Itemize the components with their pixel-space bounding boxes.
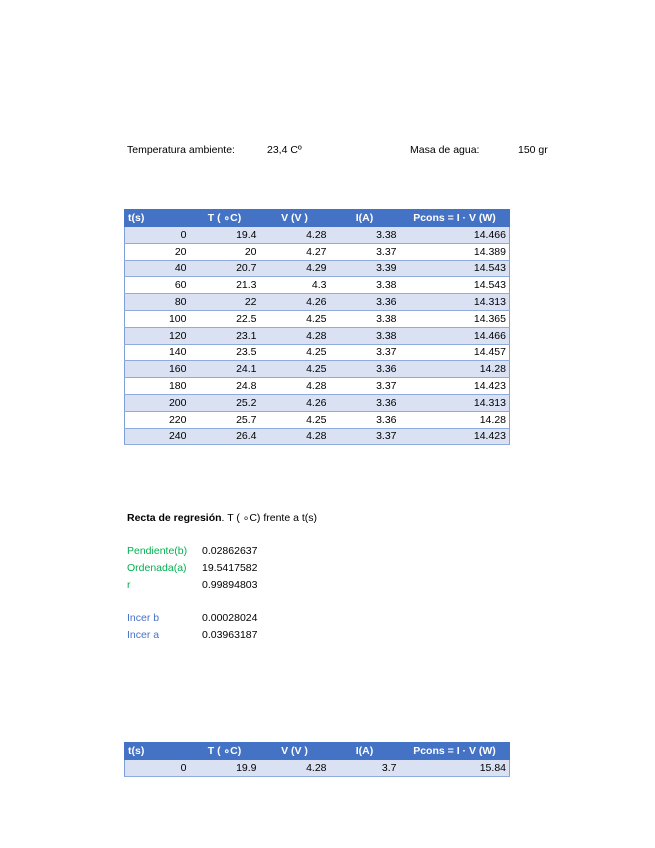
cell-temperature: 19.9 bbox=[190, 760, 260, 777]
table-row bbox=[125, 760, 510, 777]
cell-time: 180 bbox=[125, 378, 190, 395]
cell-current: 3.37 bbox=[330, 378, 400, 395]
cell-temperature: 22.5 bbox=[190, 310, 260, 327]
cell-temperature: 24.8 bbox=[190, 378, 260, 395]
header-time: t(s) bbox=[125, 743, 190, 760]
cell-voltage: 4.3 bbox=[260, 277, 330, 294]
header-current: I(A) bbox=[330, 210, 400, 227]
header-time: t(s) bbox=[125, 210, 190, 227]
cell-power: 14.423 bbox=[400, 378, 510, 395]
cell-power: 14.423 bbox=[400, 428, 510, 445]
cell-temperature: 25.7 bbox=[190, 411, 260, 428]
measurement-table bbox=[124, 209, 510, 445]
cell-temperature: 25.2 bbox=[190, 394, 260, 411]
table-row bbox=[125, 394, 510, 411]
cell-time: 20 bbox=[125, 243, 190, 260]
cell-power: 14.466 bbox=[400, 227, 510, 244]
cell-temperature: 24.1 bbox=[190, 361, 260, 378]
table-row bbox=[125, 310, 510, 327]
pendiente-value: 0.02862637 bbox=[202, 545, 258, 557]
incer-b-label: Incer b bbox=[127, 612, 160, 624]
incer-a-value: 0.03963187 bbox=[202, 629, 258, 641]
regression-title bbox=[127, 512, 317, 524]
cell-current: 3.36 bbox=[330, 361, 400, 378]
cell-power: 14.457 bbox=[400, 344, 510, 361]
cell-power: 14.313 bbox=[400, 394, 510, 411]
cell-time: 120 bbox=[125, 327, 190, 344]
cell-current: 3.36 bbox=[330, 411, 400, 428]
cell-temperature: 23.5 bbox=[190, 344, 260, 361]
pendiente-label: Pendiente(b) bbox=[127, 545, 188, 557]
cell-voltage: 4.28 bbox=[260, 227, 330, 244]
cell-voltage: 4.27 bbox=[260, 243, 330, 260]
header-voltage: V (V ) bbox=[260, 210, 330, 227]
cell-voltage: 4.25 bbox=[260, 361, 330, 378]
cell-current: 3.38 bbox=[330, 277, 400, 294]
cell-current: 3.37 bbox=[330, 243, 400, 260]
cell-voltage: 4.28 bbox=[260, 378, 330, 395]
cell-power: 14.543 bbox=[400, 260, 510, 277]
temp-ambiente-value: 23,4 Cº bbox=[267, 144, 302, 156]
ordenada-value: 19.5417582 bbox=[202, 562, 258, 574]
regression-title-rest: . T ( ∘C) frente a t(s) bbox=[221, 512, 318, 524]
cell-voltage: 4.25 bbox=[260, 310, 330, 327]
regression-title-bold: Recta de regresión bbox=[127, 512, 222, 524]
table-row bbox=[125, 243, 510, 260]
incer-a-row bbox=[127, 629, 257, 641]
table-row bbox=[125, 327, 510, 344]
cell-current: 3.37 bbox=[330, 428, 400, 445]
cell-current: 3.36 bbox=[330, 294, 400, 311]
cell-time: 140 bbox=[125, 344, 190, 361]
cell-current: 3.7 bbox=[330, 760, 400, 777]
table-row bbox=[125, 361, 510, 378]
cell-time: 160 bbox=[125, 361, 190, 378]
cell-temperature: 22 bbox=[190, 294, 260, 311]
r-row bbox=[127, 579, 257, 591]
ordenada-row bbox=[127, 562, 257, 574]
cell-current: 3.38 bbox=[330, 227, 400, 244]
cell-power: 14.365 bbox=[400, 310, 510, 327]
cell-current: 3.38 bbox=[330, 310, 400, 327]
incer-b-row bbox=[127, 612, 257, 624]
cell-temperature: 19.4 bbox=[190, 227, 260, 244]
cell-voltage: 4.28 bbox=[260, 327, 330, 344]
table-row bbox=[125, 260, 510, 277]
cell-power: 14.28 bbox=[400, 411, 510, 428]
header-power: Pcons = I · V (W) bbox=[400, 210, 510, 227]
incer-b-value: 0.00028024 bbox=[202, 612, 258, 624]
cell-temperature: 20.7 bbox=[190, 260, 260, 277]
cell-temperature: 23.1 bbox=[190, 327, 260, 344]
cell-time: 40 bbox=[125, 260, 190, 277]
cell-time: 240 bbox=[125, 428, 190, 445]
cell-power: 14.28 bbox=[400, 361, 510, 378]
cell-time: 60 bbox=[125, 277, 190, 294]
table-header-row bbox=[125, 743, 510, 760]
table-row bbox=[125, 411, 510, 428]
cell-power: 14.466 bbox=[400, 327, 510, 344]
incer-a-label: Incer a bbox=[127, 629, 160, 641]
cell-current: 3.39 bbox=[330, 260, 400, 277]
cell-power: 14.543 bbox=[400, 277, 510, 294]
cell-voltage: 4.25 bbox=[260, 344, 330, 361]
cell-time: 0 bbox=[125, 227, 190, 244]
cell-time: 100 bbox=[125, 310, 190, 327]
second-measurement-table bbox=[124, 742, 510, 777]
cell-temperature: 26.4 bbox=[190, 428, 260, 445]
table-row bbox=[125, 277, 510, 294]
cell-current: 3.36 bbox=[330, 394, 400, 411]
cell-power: 14.313 bbox=[400, 294, 510, 311]
header-power: Pcons = I · V (W) bbox=[400, 743, 510, 760]
header-voltage: V (V ) bbox=[260, 743, 330, 760]
cell-voltage: 4.25 bbox=[260, 411, 330, 428]
cell-time: 220 bbox=[125, 411, 190, 428]
cell-temperature: 21.3 bbox=[190, 277, 260, 294]
cell-power: 15.84 bbox=[400, 760, 510, 777]
cell-time: 80 bbox=[125, 294, 190, 311]
cell-time: 200 bbox=[125, 394, 190, 411]
header-temperature: T ( ∘C) bbox=[190, 210, 260, 227]
table-row bbox=[125, 294, 510, 311]
header-current: I(A) bbox=[330, 743, 400, 760]
cell-current: 3.37 bbox=[330, 344, 400, 361]
cell-power: 14.389 bbox=[400, 243, 510, 260]
cell-voltage: 4.28 bbox=[260, 428, 330, 445]
temp-ambiente-label: Temperatura ambiente: bbox=[127, 144, 235, 156]
pendiente-row bbox=[127, 545, 257, 557]
ordenada-label: Ordenada(a) bbox=[127, 562, 187, 574]
table-row bbox=[125, 378, 510, 395]
r-label: r bbox=[127, 579, 131, 591]
table-row bbox=[125, 344, 510, 361]
header-temperature: T ( ∘C) bbox=[190, 743, 260, 760]
cell-voltage: 4.26 bbox=[260, 394, 330, 411]
masa-agua-value: 150 gr bbox=[518, 144, 548, 156]
cell-temperature: 20 bbox=[190, 243, 260, 260]
cell-time: 0 bbox=[125, 760, 190, 777]
table-row bbox=[125, 227, 510, 244]
cell-voltage: 4.29 bbox=[260, 260, 330, 277]
cell-voltage: 4.28 bbox=[260, 760, 330, 777]
table-row bbox=[125, 428, 510, 445]
r-value: 0.99894803 bbox=[202, 579, 258, 591]
masa-agua-label: Masa de agua: bbox=[410, 144, 480, 156]
cell-voltage: 4.26 bbox=[260, 294, 330, 311]
table-header-row bbox=[125, 210, 510, 227]
cell-current: 3.38 bbox=[330, 327, 400, 344]
